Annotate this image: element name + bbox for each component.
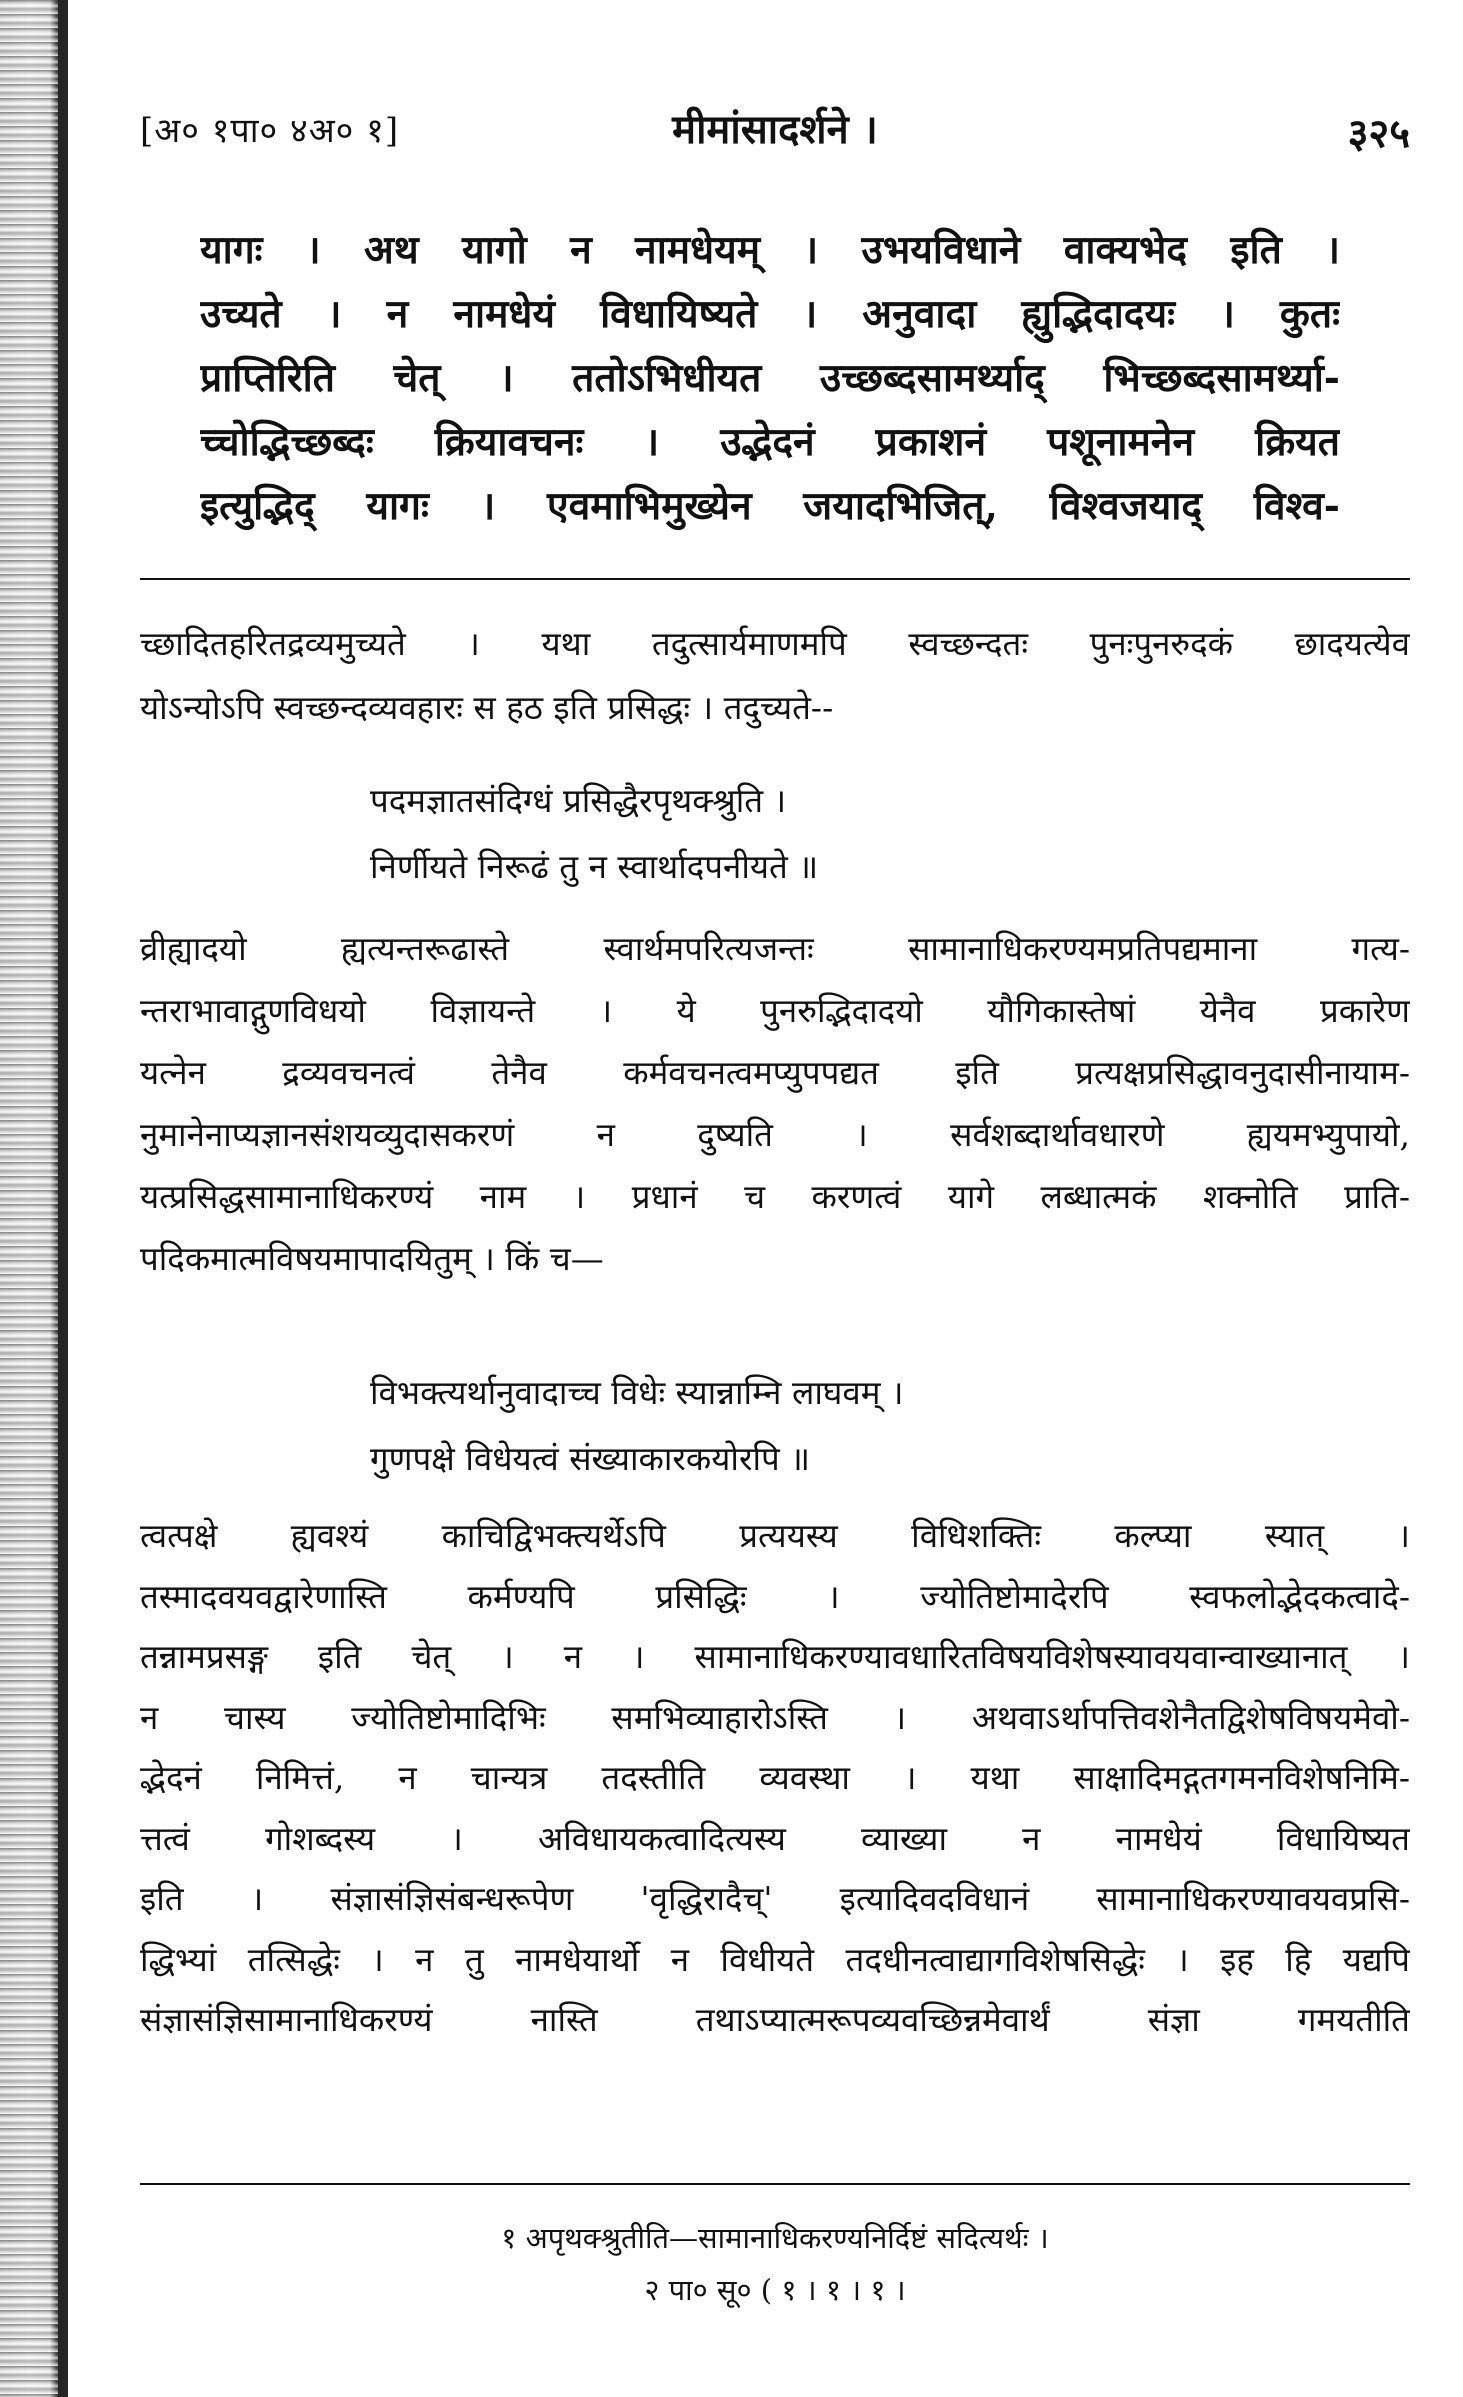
commentary-line: यत्प्रसिद्धसामानाधिकरण्यं नाम । प्रधानं च करणत्वं यागे लब्धात्मकं शक्नोति प्राति- (140, 1177, 1410, 1216)
commentary-paragraph (140, 918, 1410, 1290)
commentary-line: तस्मादवयवद्वारेणास्ति कर्मण्यपि प्रसिद्धिः । ज्योतिष्टोमादेरपि स्वफलोद्भेदकत्वादे- (140, 1576, 1410, 1616)
bhashya-line: प्राप्तिरिति चेत् । ततोऽभिधीयत उच्छब्दसामर्थ्याद् भिच्छब्दसामर्थ्या- (200, 355, 1340, 401)
section-reference: [अ० १पा० ४अ० १] (140, 111, 400, 151)
commentary-line: द्भेदनं निमित्तं, न चान्यत्र तदस्तीति व्यवस्था । यथा साक्षादिमद्गतगमनविशेषनिमि- (140, 1758, 1410, 1797)
verse-line: विभक्त्यर्थानुवादाच्च विधेः स्यान्नाम्नि लाघवम् । (370, 1373, 904, 1412)
commentary-line: व्रीह्यादयो ह्यत्यन्तरूढास्ते स्वार्थमपरित्यजन्तः सामानाधिकरण्यमप्रतिपद्यमाना गत्य- (140, 929, 1410, 968)
verse-block (370, 1360, 904, 1492)
commentary-line: त्वत्पक्षे ह्यवश्यं काचिद्विभक्त्यर्थेऽपि प्रत्ययस्य विधिशक्तिः कल्प्या स्यात् । (140, 1516, 1410, 1555)
verse-line: निर्णीयते निरूढं तु न स्वार्थादपनीयते ॥ (370, 847, 819, 886)
commentary-line: योऽन्योऽपि स्वच्छन्दव्यवहारः स हठ इति प्रसिद्धः । तदुच्यते-- (140, 688, 834, 727)
commentary-line: नुमानेनाप्यज्ञानसंशयव्युदासकरणं न दुष्यति । सर्वशब्दार्थावधारणे ह्ययमभ्युपायो, (140, 1115, 1410, 1154)
commentary-line: संज्ञासंज्ञिसामानाधिकरण्यं नास्ति तथाऽप्यात्मरूपव्यवच्छिन्नमेवार्थं संज्ञा गमयतीति (140, 2000, 1410, 2039)
divider-rule (140, 578, 1410, 580)
commentary-paragraph (140, 1506, 1410, 2051)
commentary-line: इति । संज्ञासंज्ञिसंबन्धरूपेण 'वृद्धिरादैच्' इत्यादिवदविधानं सामानाधिकरण्यावयवप्रसि- (140, 1879, 1410, 1918)
footnote-2: २ पा० सू० ( १ । १ । १ । (644, 2273, 906, 2307)
page-title: मीमांसादर्शने । (672, 106, 878, 153)
commentary-line: पदिकमात्मविषयमापादयितुम् । किं च— (140, 1239, 604, 1278)
verse-line: पदमज्ञातसंदिग्धं प्रसिद्धैरपृथक्श्रुति । (370, 781, 787, 820)
commentary-line: च्छादितहरितद्रव्यमुच्यते । यथा तदुत्सार्यमाणमपि स्वच्छन्दतः पुनःपुनरुदकं छादयत्येव (140, 624, 1410, 663)
commentary-paragraph (140, 612, 1410, 740)
page-binding-edge (0, 0, 68, 2397)
page-number: ३२५ (1347, 110, 1410, 157)
footnote-divider (140, 2183, 1410, 2185)
commentary-line: तन्नामप्रसङ्ग इति चेत् । न । सामानाधिकरण्यावधारितविषयविशेषस्यावयवान्वाख्यानात् । (140, 1637, 1410, 1676)
footnotes (140, 2212, 1410, 2316)
bhashya-line: इत्युद्भिद् यागः । एवमाभिमुख्येन जयादभिजित्, विश्वजयाद् विश्व- (200, 483, 1340, 529)
commentary-line: द्धिभ्यां तत्सिद्धेः । न तु नामधेयार्थो न विधीयते तदधीनत्वाद्यागविशेषसिद्धेः । इह हि यद्यपि (140, 1939, 1410, 1979)
bhashya-line: च्चोद्भिच्छब्दः क्रियावचनः । उद्भेदनं प्रकाशनं पशूनामनेन क्रियत (200, 419, 1340, 465)
commentary-line: न्तराभावाद्गुणविधयो विज्ञायन्ते । ये पुनरुद्भिदादयो यौगिकास्तेषां येनैव प्रकारेण (140, 991, 1410, 1030)
running-header (140, 100, 1410, 160)
commentary-line: यत्नेन द्रव्यवचनत्वं तेनैव कर्मवचनत्वमप्युपपद्यत इति प्रत्यक्षप्रसिद्धावनुदासीनायाम- (140, 1053, 1410, 1092)
bhashya-text (200, 218, 1340, 538)
bhashya-line: यागः । अथ यागो न नामधेयम् । उभयविधाने वाक्यभेद इति । (200, 227, 1340, 273)
commentary-line: न चास्य ज्योतिष्टोमादिभिः समभिव्याहारोऽस्ति । अथवाऽर्थापत्तिवशेनैतद्विशेषविषयमेवो- (140, 1697, 1410, 1737)
footnote-1: १ अपृथक्श्रुतीति—सामानाधिकरण्यनिर्दिष्टं सदित्यर्थः । (501, 2221, 1049, 2255)
verse-block (370, 768, 818, 900)
commentary-line: त्तत्वं गोशब्दस्य । अविधायकत्वादित्यस्य व्याख्या न नामधेयं विधायिष्यत (140, 1818, 1410, 1858)
verse-line: गुणपक्षे विधेयत्वं संख्याकारकयोरपि ॥ (370, 1439, 811, 1478)
bhashya-line: उच्यते । न नामधेयं विधायिष्यते । अनुवादा ह्युद्भिदादयः । कुतः (200, 291, 1340, 337)
